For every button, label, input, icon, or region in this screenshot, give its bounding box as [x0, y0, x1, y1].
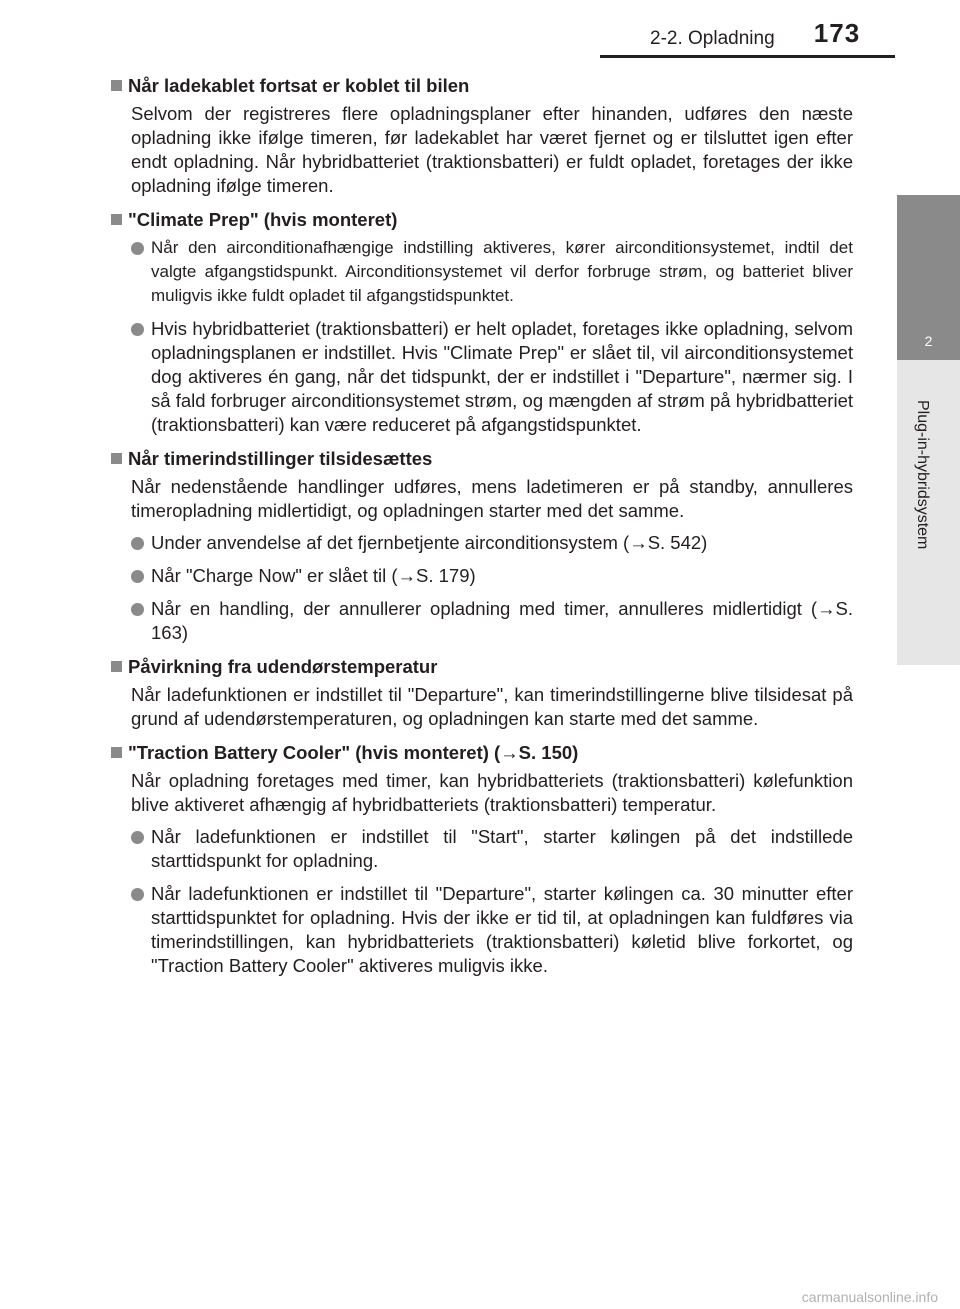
round-bullet-icon [131, 242, 144, 255]
page-header [0, 0, 960, 60]
list-item-text: Når "Charge Now" er slået til (→S. 179) [151, 565, 476, 586]
chapter-title: Plug-in-hybridsystem [914, 400, 931, 550]
list-item [111, 882, 853, 978]
section-heading [111, 741, 853, 765]
paragraph: Selvom der registreres flere opladningsplaner efter hinanden, udføres den næste opladning ikke ifølge timeren, før ladekablet har været fjernet og er tilsluttet igen efter endt opladning. Når hybridbatteriet (traktionsbatteri) er fuldt opladet, foretages der ikke opladning ifølge timeren. [131, 103, 853, 196]
section [111, 447, 853, 645]
square-bullet-icon [111, 214, 122, 225]
header-rule [600, 55, 895, 58]
paragraph: Når ladefunktionen er indstillet til "Departure", kan timerindstillingerne blive tilsidesat på grund af udendørstemperaturen, og opladningen kan starte med det samme. [131, 684, 853, 729]
list-item [111, 236, 853, 308]
watermark: carmanualsonline.info [801, 1289, 938, 1305]
page-content [111, 74, 853, 988]
section-heading [111, 208, 853, 232]
section-heading [111, 655, 853, 679]
header-section-title: 2-2. Opladning [650, 28, 775, 49]
round-bullet-icon [131, 570, 144, 583]
list-item-text: Når en handling, der annullerer opladning med timer, annulleres midlertidigt (→S. 163) [151, 598, 853, 643]
section-heading-text: Når timerindstillinger tilsidesættes [128, 448, 433, 469]
round-bullet-icon [131, 603, 144, 616]
section-heading-text: "Climate Prep" (hvis monteret) [128, 209, 398, 230]
section [111, 655, 853, 731]
square-bullet-icon [111, 747, 122, 758]
chapter-number: 2 [924, 333, 933, 349]
round-bullet-icon [131, 888, 144, 901]
paragraph: Når nedenstående handlinger udføres, mens ladetimeren er på standby, annulleres timeropladning midlertidigt, og opladningen starter med det samme. [131, 476, 853, 521]
list-item-text: Når ladefunktionen er indstillet til "Departure", starter kølingen ca. 30 minutter efter starttidspunktet for opladning. Hvis der ikke er tid til, at opladningen kan fuldføres via timerindstillingen, kan hybridbatteriets (traktionsbatteri) køletid blive forkortet, og "Traction Battery Cooler" aktiveres muligvis ikke. [151, 883, 853, 976]
square-bullet-icon [111, 661, 122, 672]
list-item-text: Under anvendelse af det fjernbetjente airconditionsystem (→S. 542) [151, 532, 708, 553]
list-item [111, 317, 853, 437]
section [111, 74, 853, 198]
list-item [111, 531, 853, 555]
list-item-text: Hvis hybridbatteriet (traktionsbatteri) er helt opladet, foretages ikke opladning, selvom opladningsplanen er indstillet. Hvis "Climate Prep" er slået til, vil airconditionsystemet dog aktiveres én gang, når det tidspunkt, der er indstillet i "Departure", nærmer sig. I så fald forbruger airconditionsystemet strøm, og mængden af strøm på hybridbatteriet (traktionsbatteri) kan være reduceret på afgangstidspunktet. [151, 318, 853, 435]
list-item [111, 825, 853, 873]
section-heading-text: "Traction Battery Cooler" (hvis monteret) (→S. 150) [128, 742, 579, 763]
round-bullet-icon [131, 323, 144, 336]
chapter-side-tab [897, 195, 960, 665]
page-number: 173 [813, 18, 861, 48]
square-bullet-icon [111, 80, 122, 91]
list-item [111, 564, 853, 588]
list-item-text: Når ladefunktionen er indstillet til "Start", starter kølingen på det indstillede starttidspunkt for opladning. [151, 826, 853, 871]
section-heading [111, 447, 853, 471]
section [111, 208, 853, 437]
round-bullet-icon [131, 831, 144, 844]
list-item [111, 597, 853, 645]
list-item-text: Når den airconditionafhængige indstilling aktiveres, kører airconditionsystemet, indtil det valgte afgangstidspunkt. Airconditionsystemet vil derfor forbruge strøm, og batteriet bliver muligvis ikke fuldt opladet til afgangstidspunktet. [151, 238, 853, 305]
section-heading-text: Når ladekablet fortsat er koblet til bilen [128, 75, 470, 96]
section-heading [111, 74, 853, 98]
paragraph: Når opladning foretages med timer, kan hybridbatteriets (traktionsbatteri) kølefunktion blive aktiveret afhængig af hybridbatteriets (traktionsbatteri) temperatur. [131, 770, 853, 815]
section-heading-text: Påvirkning fra udendørstemperatur [128, 656, 438, 677]
round-bullet-icon [131, 537, 144, 550]
square-bullet-icon [111, 453, 122, 464]
section [111, 741, 853, 978]
